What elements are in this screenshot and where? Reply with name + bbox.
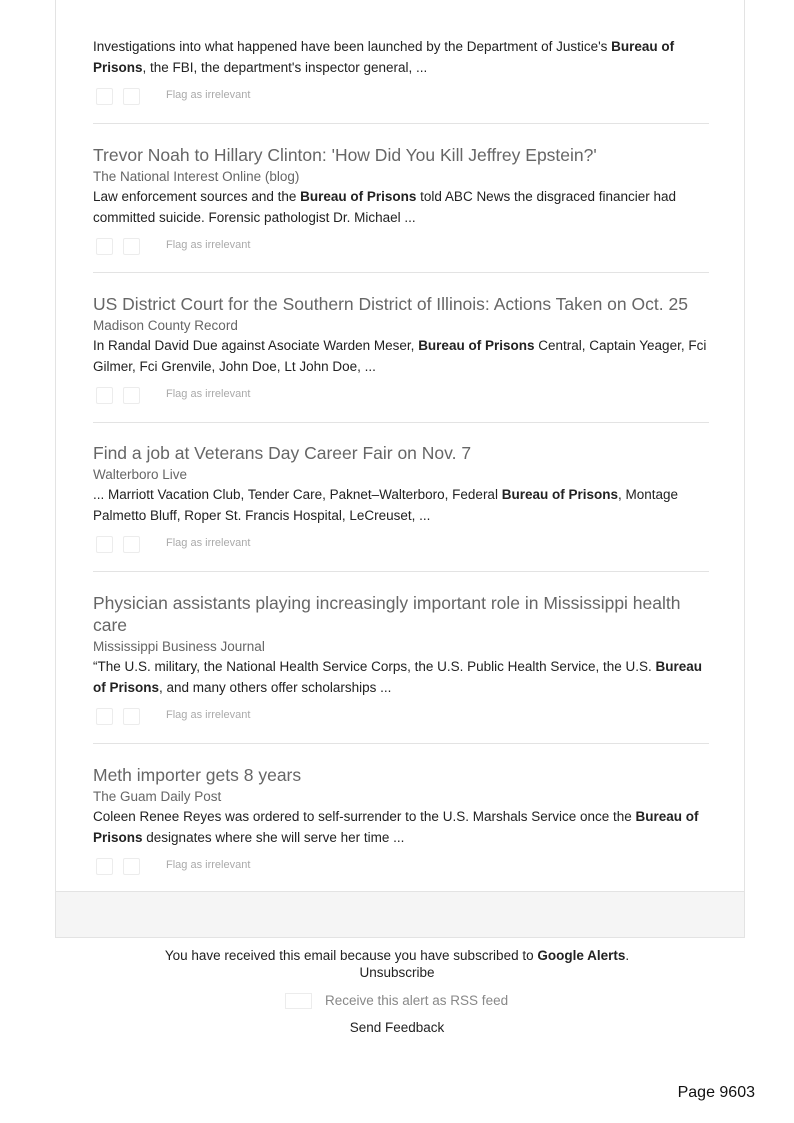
share-button[interactable] bbox=[123, 387, 140, 404]
rss-feed-link[interactable]: Receive this alert as RSS feed bbox=[325, 993, 509, 1008]
share-button[interactable] bbox=[123, 536, 140, 553]
share-button[interactable] bbox=[123, 858, 140, 875]
share-button[interactable] bbox=[96, 536, 113, 553]
item-actions bbox=[93, 238, 709, 258]
alert-title-link[interactable]: Physician assistants playing increasingly important role in Mississippi health care bbox=[93, 593, 681, 635]
alert-snippet: In Randal David Due against Asociate Warden Meser, Bureau of Prisons Central, Captain Yeager, Fci Gilmer, Fci Grenvile, John Doe, Lt John Doe, ... bbox=[93, 338, 707, 374]
flag-irrelevant-link[interactable]: Flag as irrelevant bbox=[166, 89, 251, 101]
alert-snippet: ... Marriott Vacation Club, Tender Care, Paknet–Walterboro, Federal Bureau of Prisons, Montage Palmetto Bluff, Roper St. Francis Hospital, LeCreuset, ... bbox=[93, 487, 679, 523]
item-actions bbox=[93, 387, 709, 407]
item-actions bbox=[93, 88, 709, 108]
item-divider bbox=[93, 123, 709, 124]
share-button[interactable] bbox=[96, 708, 113, 725]
alert-title-link[interactable]: US District Court for the Southern District of Illinois: Actions Taken on Oct. 25 bbox=[93, 294, 688, 314]
alert-item bbox=[93, 293, 709, 407]
flag-irrelevant-link[interactable]: Flag as irrelevant bbox=[166, 709, 251, 721]
share-button[interactable] bbox=[96, 858, 113, 875]
item-actions bbox=[93, 536, 709, 556]
flag-irrelevant-link[interactable]: Flag as irrelevant bbox=[166, 859, 251, 871]
share-button[interactable] bbox=[96, 238, 113, 255]
alert-item bbox=[93, 592, 709, 728]
item-actions bbox=[93, 708, 709, 728]
rss-icon[interactable] bbox=[285, 993, 312, 1009]
alert-source: Madison County Record bbox=[93, 318, 238, 333]
google-alerts-brand: Google Alerts bbox=[537, 948, 626, 963]
send-feedback-link[interactable]: Send Feedback bbox=[349, 1020, 445, 1035]
item-actions bbox=[93, 858, 709, 878]
alert-snippet: Law enforcement sources and the Bureau of Prisons told ABC News the disgraced financier had committed suicide. Forensic pathologist Dr. Michael ... bbox=[93, 189, 677, 225]
subscription-note: You have received this email because you have subscribed to Google Alerts. bbox=[164, 948, 630, 963]
alert-snippet: “The U.S. military, the National Health Service Corps, the U.S. Public Health Service, the U.S. Bureau of Prisons, and many others offer scholarships ... bbox=[93, 659, 702, 695]
share-button[interactable] bbox=[123, 88, 140, 105]
card-footer-band bbox=[56, 891, 744, 937]
alert-source: The National Interest Online (blog) bbox=[93, 169, 300, 184]
unsubscribe-link[interactable]: Unsubscribe bbox=[359, 965, 435, 980]
alert-card bbox=[55, 0, 745, 938]
alert-snippet: Investigations into what happened have been launched by the Department of Justice's Bureau of Prisons, the FBI, the department's inspector general, ... bbox=[93, 39, 675, 75]
page-number: Page 9603 bbox=[677, 1084, 755, 1101]
alert-source: Mississippi Business Journal bbox=[93, 639, 265, 654]
share-button[interactable] bbox=[123, 238, 140, 255]
flag-irrelevant-link[interactable]: Flag as irrelevant bbox=[166, 537, 251, 549]
alert-item bbox=[93, 144, 709, 258]
alert-item bbox=[93, 764, 709, 878]
share-button[interactable] bbox=[96, 88, 113, 105]
item-divider bbox=[93, 743, 709, 744]
alert-item bbox=[93, 442, 709, 556]
alert-title-link[interactable]: Meth importer gets 8 years bbox=[93, 765, 302, 785]
alert-title-link[interactable]: Find a job at Veterans Day Career Fair on Nov. 7 bbox=[93, 443, 472, 463]
item-divider bbox=[93, 272, 709, 273]
item-divider bbox=[93, 571, 709, 572]
alert-item bbox=[93, 37, 709, 108]
item-divider bbox=[93, 422, 709, 423]
alert-source: The Guam Daily Post bbox=[93, 789, 222, 804]
share-button[interactable] bbox=[96, 387, 113, 404]
flag-irrelevant-link[interactable]: Flag as irrelevant bbox=[166, 388, 251, 400]
share-button[interactable] bbox=[123, 708, 140, 725]
alert-title-link[interactable]: Trevor Noah to Hillary Clinton: 'How Did You Kill Jeffrey Epstein?' bbox=[93, 145, 597, 165]
flag-irrelevant-link[interactable]: Flag as irrelevant bbox=[166, 239, 251, 251]
alert-source: Walterboro Live bbox=[93, 467, 188, 482]
alert-snippet: Coleen Renee Reyes was ordered to self-surrender to the U.S. Marshals Service once the Bureau of Prisons designates where she will serve her time ... bbox=[93, 809, 699, 845]
